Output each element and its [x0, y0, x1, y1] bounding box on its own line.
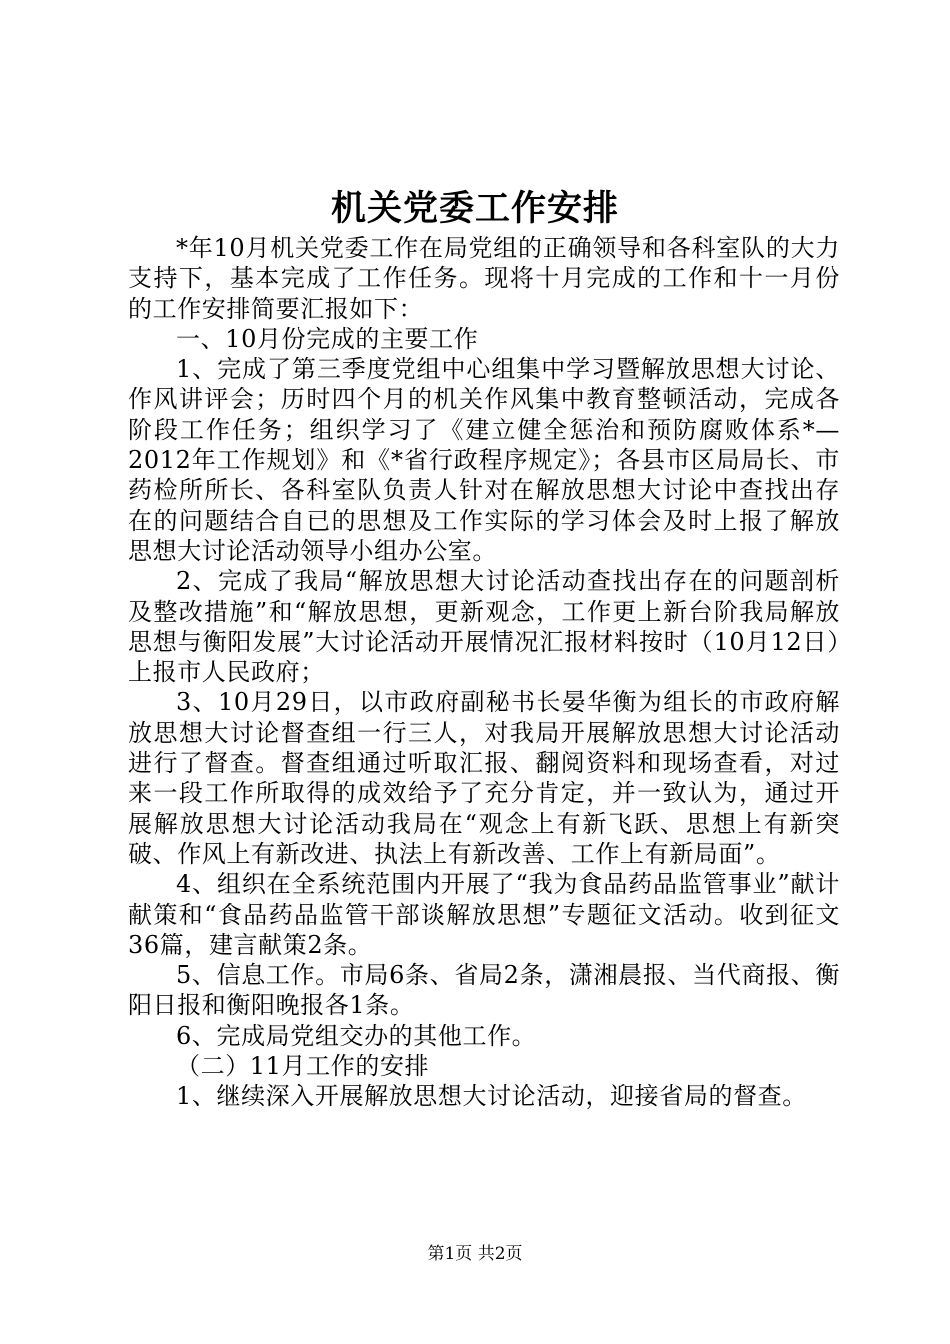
- page-number: 第1页: [427, 1244, 473, 1264]
- paragraph-item-1: 1、完成了第三季度党组中心组集中学习暨解放思想大讨论、作风讲评会；历时四个月的机关作风集中教育整顿活动，完成各阶段工作任务；组织学习了《建立健全惩治和预防腐败体系*—2012年工作规划》和《*省行政程序规定》；各县市区局局长、市药检所所长、各科室队负责人针对在解放思想大讨论中查找出存在的问题结合自已的思想及工作实际的学习体会及时上报了解放思想大讨论活动领导小组办公室。: [128, 355, 840, 565]
- document-body: [128, 233, 840, 1112]
- paragraph-item-3: 3、10月29日，以市政府副秘书长晏华衡为组长的市政府解放思想大讨论督查组一行三人，对我局开展解放思想大讨论活动进行了督查。督查组通过听取汇报、翻阅资料和现场查看，对过来一段工作所取得的成效给予了充分肯定，并一致认为，通过开展解放思想大讨论活动我局在“观念上有新飞跃、思想上有新突破、作风上有新改进、执法上有新改善、工作上有新局面”。: [128, 688, 840, 868]
- section-heading-october: 一、10月份完成的主要工作: [176, 324, 479, 353]
- paragraph-item-2: 2、完成了我局“解放思想大讨论活动查找出存在的问题剖析及整改措施”和“解放思想，更新观念，工作更上新台阶我局解放思想与衡阳发展”大讨论活动开展情况汇报材料按时（10月12日）上报市人民政府；: [128, 567, 840, 687]
- paragraph-item-5: 5、信息工作。市局6条、省局2条，潇湘晨报、当代商报、衡阳日报和衡阳晚报各1条。: [128, 961, 840, 1020]
- document-title: 机关党委工作安排: [330, 188, 619, 229]
- paragraph-item-4: 4、组织在全系统范围内开展了“我为食品药品监管事业”献计献策和“食品药品监管干部谈解放思想”专题征文活动。收到征文36篇，建言献策2条。: [128, 870, 840, 959]
- page-footer: [0, 1242, 950, 1266]
- paragraph-item-6: 6、完成局党组交办的其他工作。: [176, 1021, 537, 1050]
- intro-paragraph: *年10月机关党委工作在局党组的正确领导和各科室队的大力支持下，基本完成了工作任务。现将十月完成的工作和十一月份的工作安排简要汇报如下：: [128, 234, 840, 323]
- section-heading-november: （二）11月工作的安排: [176, 1052, 430, 1081]
- page-total: 共2页: [477, 1244, 523, 1264]
- november-item-1: 1、继续深入开展解放思想大讨论活动，迎接省局的督查。: [176, 1082, 807, 1111]
